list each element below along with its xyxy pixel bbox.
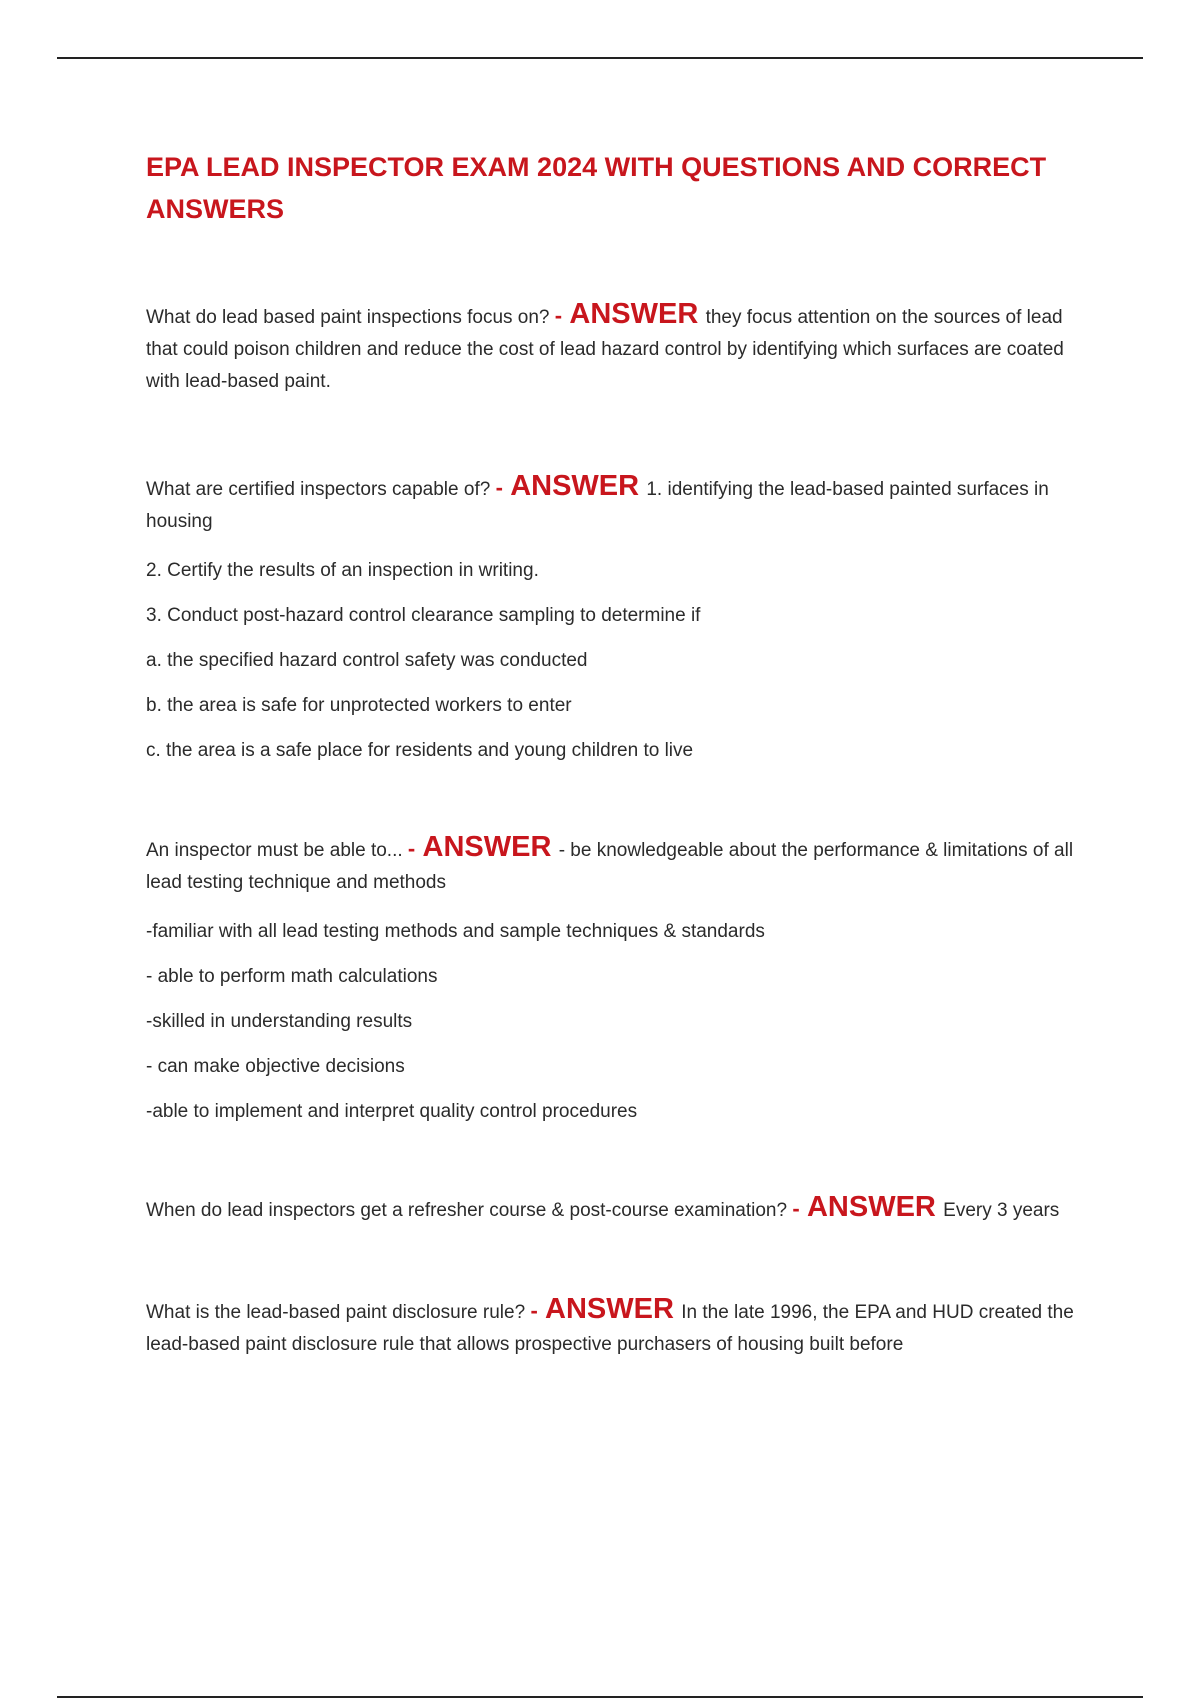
qa-item	[146, 1191, 1096, 1227]
answer-tag: ANSWER	[569, 298, 699, 330]
answer-text: - be knowledgeable about the performance & limitations of all lead testing technique and methods	[146, 840, 1074, 893]
qa-item	[146, 831, 1096, 1124]
qa-item	[146, 1293, 1096, 1361]
answer-dash: -	[407, 836, 416, 861]
top-rule	[57, 57, 1143, 59]
answer-tag: ANSWER	[510, 470, 640, 502]
answer-text: they focus attention on the sources of lead that could poison children and reduce the cost of lead hazard control by identifying which surfaces are coated with lead-based paint.	[146, 307, 1064, 392]
answer-dash: -	[792, 1196, 800, 1221]
answer-dash: -	[495, 475, 503, 500]
question-text: What are certified inspectors capable of?	[146, 479, 491, 500]
question-text: What do lead based paint inspections focus on?	[146, 307, 550, 328]
answer-line: c. the area is a safe place for residents and young children to live	[146, 740, 694, 761]
answer-text: In the late 1996, the EPA and HUD created the lead-based paint disclosure rule that allows prospective purchasers of housing built before	[146, 1302, 1074, 1355]
answer-tag: ANSWER	[422, 831, 552, 863]
qa-item	[146, 470, 1096, 763]
answer-line: 2. Certify the results of an inspection in writing.	[146, 560, 539, 581]
question-text: When do lead inspectors get a refresher course & post-course examination?	[146, 1200, 788, 1221]
qa-paragraph	[146, 470, 1096, 538]
answer-dash: -	[530, 1298, 538, 1323]
answer-line: - able to perform math calculations	[146, 966, 438, 987]
qa-paragraph	[146, 1191, 1096, 1227]
answer-text: 1. identifying the lead-based painted surfaces in housing	[146, 479, 1049, 532]
answer-line: -familiar with all lead testing methods and sample techniques & standards	[146, 921, 765, 942]
bottom-rule	[57, 1696, 1143, 1698]
qa-paragraph	[146, 298, 1096, 398]
answer-tag: ANSWER	[545, 1293, 674, 1325]
answer-text: Every 3 years	[943, 1200, 1060, 1221]
answer-line: 3. Conduct post-hazard control clearance sampling to determine if	[146, 605, 701, 626]
answer-line: -skilled in understanding results	[146, 1011, 413, 1032]
answer-line: -able to implement and interpret quality control procedures	[146, 1101, 638, 1122]
question-text: What is the lead-based paint disclosure rule?	[146, 1302, 526, 1323]
question-text: An inspector must be able to...	[146, 840, 403, 861]
answer-line: - can make objective decisions	[146, 1056, 405, 1077]
answer-line: a. the specified hazard control safety was conducted	[146, 650, 588, 671]
document-title: EPA LEAD INSPECTOR EXAM 2024 WITH QUESTIONS AND CORRECT ANSWERS	[146, 152, 1047, 224]
answer-tag: ANSWER	[806, 1191, 936, 1223]
document-body	[146, 146, 1096, 1361]
qa-paragraph	[146, 831, 1096, 899]
answer-dash: -	[554, 303, 563, 328]
qa-paragraph	[146, 1293, 1096, 1361]
qa-item	[146, 298, 1096, 398]
answer-line: b. the area is safe for unprotected workers to enter	[146, 695, 572, 716]
